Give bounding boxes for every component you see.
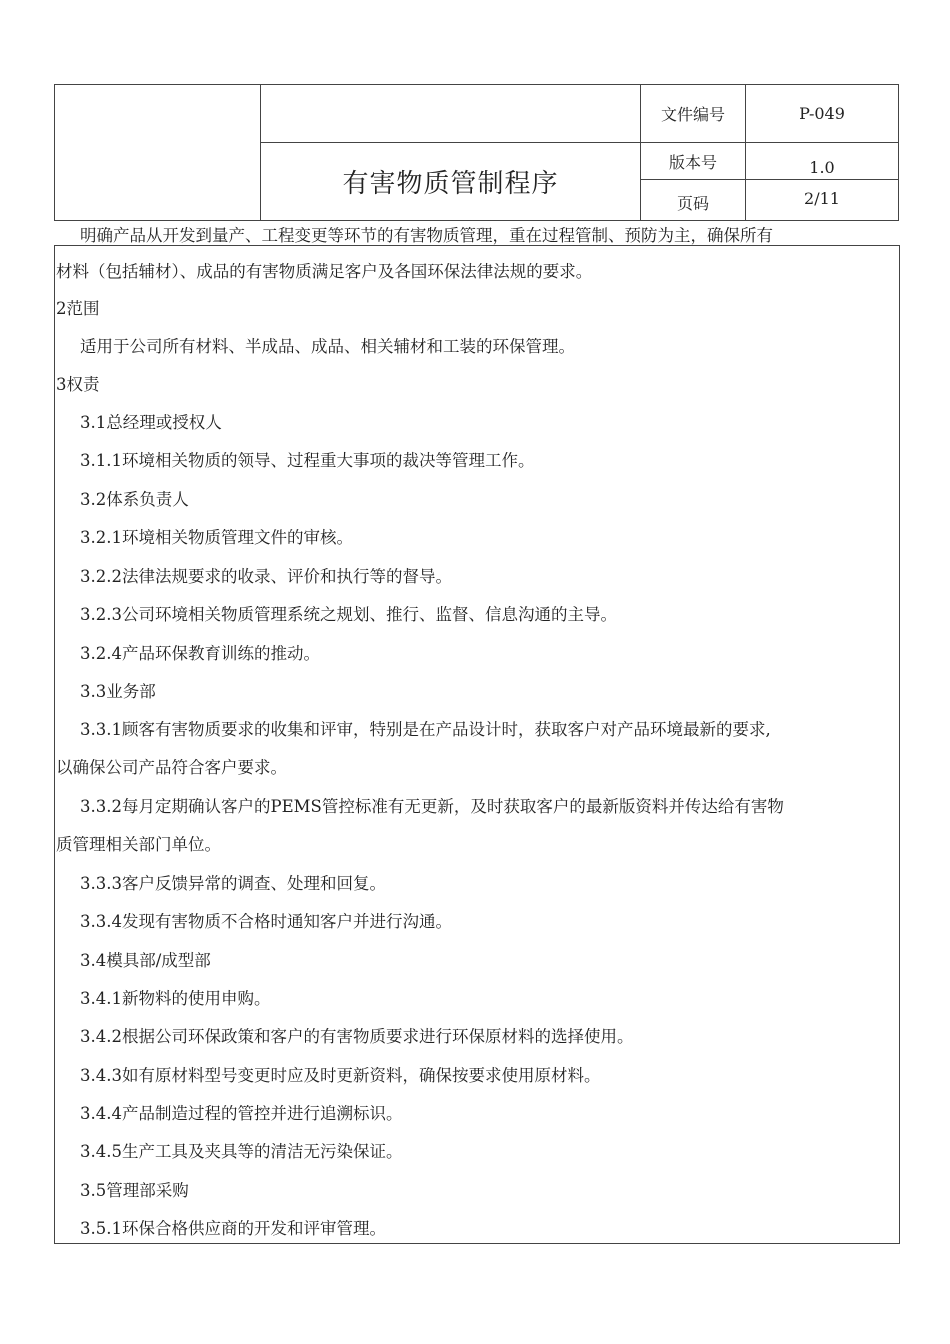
section-3-2-1: 3.2.1环境相关物质管理文件的审核。 <box>80 528 353 547</box>
section-3-3-1a: 3.3.1顾客有害物质要求的收集和评审，特别是在产品设计时，获取客户对产品环境最新的要求, <box>80 720 771 739</box>
responsibility-heading: 3权责 <box>56 375 100 394</box>
version-label: 版本号 <box>668 152 717 172</box>
doc-number-value: P-049 <box>799 104 845 123</box>
purpose-text-line2: 材料（包括辅材）、成品的有害物质满足客户及各国环保法律法规的要求。 <box>56 262 593 281</box>
doc-number-label: 文件编号 <box>660 105 725 124</box>
document-title: 有害物质管制程序 <box>342 169 559 199</box>
logo-area <box>55 85 260 220</box>
section-3-4-5: 3.4.5生产工具及夹具等的清洁无污染保证。 <box>80 1142 403 1161</box>
purpose-text-line1: 明确产品从开发到量产、工程变更等环节的有害物质管理，重在过程管制、预防为主，确保所有 <box>80 226 773 245</box>
scope-heading: 2范围 <box>56 299 100 318</box>
section-3-1-1: 3.1.1环境相关物质的领导、过程重大事项的裁决等管理工作。 <box>80 451 535 470</box>
section-3-4-1: 3.4.1新物料的使用申购。 <box>80 989 271 1008</box>
section-3-3-3: 3.3.3客户反馈异常的调查、处理和回复。 <box>80 874 386 893</box>
document-header-table <box>54 84 899 221</box>
section-3-2: 3.2体系负责人 <box>80 490 189 509</box>
section-3-3-1b: 以确保公司产品符合客户要求。 <box>56 758 287 777</box>
page-value: 2/11 <box>804 189 840 208</box>
section-3-3-4: 3.3.4发现有害物质不合格时通知客户并进行沟通。 <box>80 912 452 931</box>
section-3-4: 3.4模具部/成型部 <box>80 951 211 970</box>
section-3-2-4: 3.2.4产品环保教育训练的推动。 <box>80 644 320 663</box>
scope-text: 适用于公司所有材料、半成品、成品、相关辅材和工装的环保管理。 <box>80 337 575 356</box>
section-3-4-2: 3.4.2根据公司环保政策和客户的有害物质要求进行环保原材料的选择使用。 <box>80 1027 634 1046</box>
section-3-3-2b: 质管理相关部门单位。 <box>56 835 221 854</box>
content-frame <box>54 245 900 1244</box>
section-3-4-4: 3.4.4产品制造过程的管控并进行追溯标识。 <box>80 1104 403 1123</box>
section-3-3: 3.3业务部 <box>80 682 156 701</box>
version-value: 1.0 <box>809 157 835 177</box>
section-3-1: 3.1总经理或授权人 <box>80 413 222 432</box>
section-3-2-3: 3.2.3公司环境相关物质管理系统之规划、推行、监督、信息沟通的主导。 <box>80 605 617 624</box>
section-3-2-2: 3.2.2法律法规要求的收录、评价和执行等的督导。 <box>80 567 452 586</box>
section-3-5: 3.5管理部采购 <box>80 1181 189 1200</box>
page-label: 页码 <box>676 194 709 213</box>
section-3-5-1: 3.5.1环保合格供应商的开发和评审管理。 <box>80 1219 386 1238</box>
section-3-4-3: 3.4.3如有原材料型号变更时应及时更新资料，确保按要求使用原材料。 <box>80 1066 601 1085</box>
section-3-3-2a: 3.3.2每月定期确认客户的PEMS管控标准有无更新，及时获取客户的最新版资料并传达给有害物 <box>80 797 784 816</box>
